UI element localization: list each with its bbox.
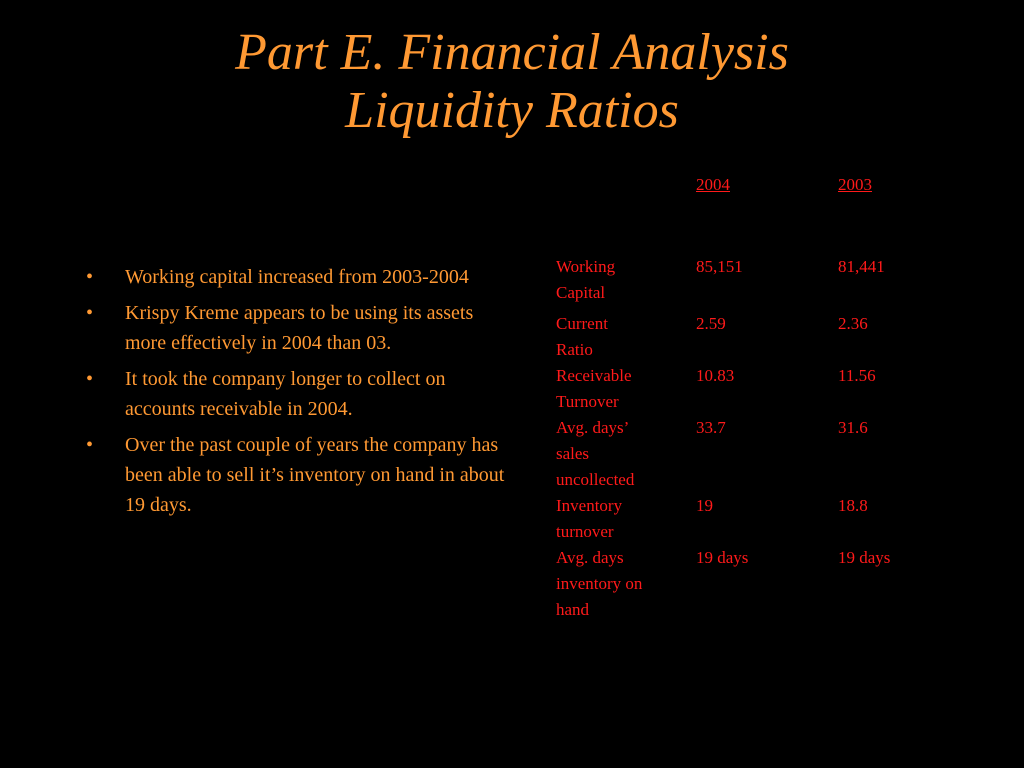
- bullet-item: [86, 430, 506, 520]
- value-2003: 2.36: [838, 314, 868, 333]
- value-2003: 18.8: [838, 496, 868, 515]
- value-2003: 81,441: [838, 257, 885, 276]
- value-2003: 31.6: [838, 418, 868, 437]
- value-2003: 19 days: [838, 548, 891, 567]
- bullet-item: [86, 364, 506, 424]
- ratio-table: [556, 0, 976, 768]
- value-2004: 19: [696, 496, 713, 515]
- value-2004: 85,151: [696, 257, 743, 276]
- row-label: Inventory turnover: [556, 496, 623, 541]
- bullet-text: It took the company longer to collect on accounts receivable in 2004.: [125, 368, 446, 420]
- bullet-list: [86, 262, 506, 526]
- bullet-text: Working capital increased from 2003-2004: [125, 266, 469, 288]
- row-label: Avg. days’ sales uncollected: [556, 418, 635, 489]
- bullet-text: Krispy Kreme appears to be using its assets more effectively in 2004 than 03.: [125, 302, 474, 354]
- column-header-2004: 2004: [696, 175, 730, 194]
- row-label: Working Capital: [556, 257, 616, 302]
- bullet-icon: •: [86, 266, 94, 288]
- bullet-text: Over the past couple of years the company has been able to sell it’s inventory on hand in about 19 days.: [125, 434, 505, 516]
- column-header-2003: 2003: [838, 175, 872, 194]
- row-label: Receivable Turnover: [556, 366, 632, 411]
- row-label: Current Ratio: [556, 314, 608, 359]
- bullet-item: [86, 262, 506, 292]
- value-2004: 2.59: [696, 314, 726, 333]
- bullet-icon: •: [86, 368, 94, 390]
- bullet-icon: •: [86, 302, 94, 324]
- value-2004: 10.83: [696, 366, 735, 385]
- row-label: Avg. days inventory on hand: [556, 548, 643, 619]
- value-2004: 19 days: [696, 548, 749, 567]
- value-2003: 11.56: [838, 366, 876, 385]
- title-line-2: Liquidity Ratios: [345, 82, 679, 139]
- bullet-item: [86, 298, 506, 358]
- title-line-1: Part E. Financial Analysis: [235, 24, 789, 81]
- bullet-icon: •: [86, 434, 94, 456]
- value-2004: 33.7: [696, 418, 726, 437]
